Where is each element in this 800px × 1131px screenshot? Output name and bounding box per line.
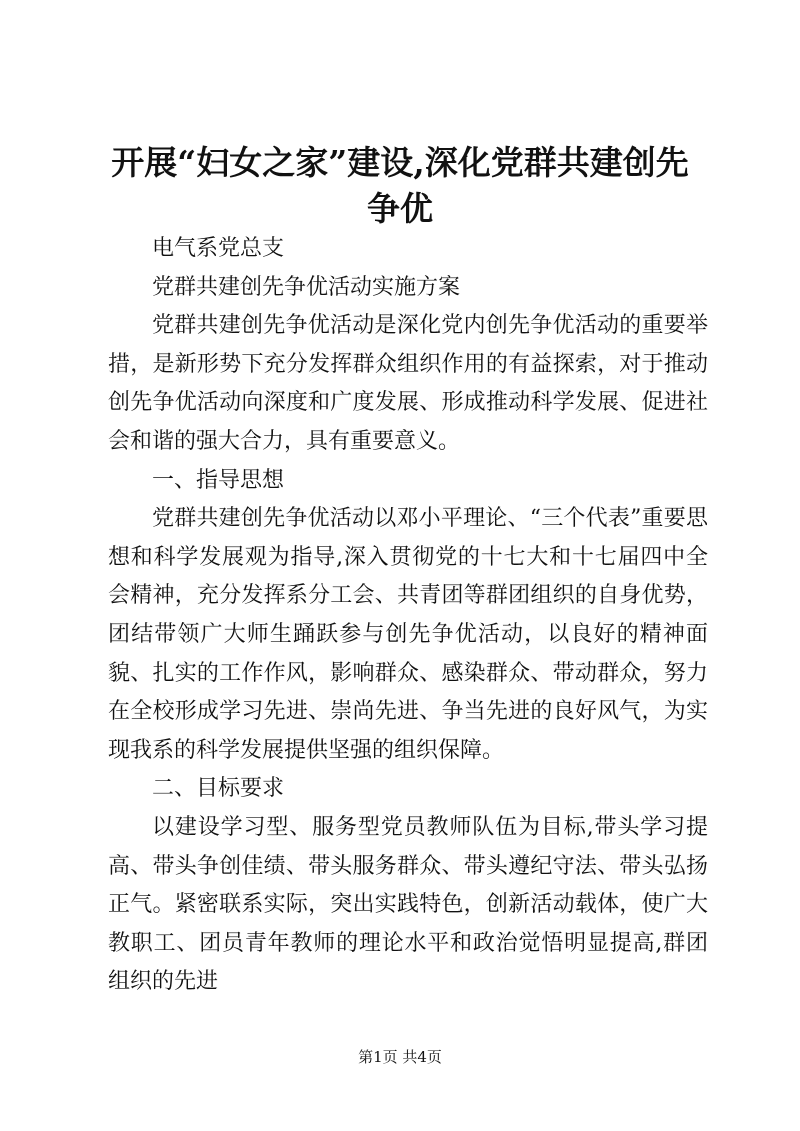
paragraph-department: 电气系党总支 bbox=[152, 236, 285, 261]
paragraph-guiding-ideology: 党群共建创先争优活动以邓小平理论、“三个代表”重要思想和科学发展观为指导,深入贯彻党的十七大和十七届四中全会精神，充分发挥系分工会、共青团等群团组织的自身优势，团结带领广大师生踊跃参与创先争优活动，以良好的精神面貌、扎实的工作作风，影响群众、感染群众、带动群众，努力在全校形成学习先进、崇尚先进、争当先进的良好风气，为实现我系的科学发展提供坚强的组织保障。 bbox=[108, 506, 708, 763]
document-body bbox=[108, 230, 708, 1002]
paragraph-goals: 以建设学习型、服务型党员教师队伍为目标,带头学习提高、带头争创佳绩、带头服务群众、带头遵纪守法、带头弘扬正气。紧密联系实际，突出实践特色，创新活动载体，使广大教职工、团员青年教师的理论水平和政治觉悟明显提高,群团组织的先进 bbox=[108, 814, 708, 995]
page-footer: 第1页 共4页 bbox=[358, 1048, 442, 1066]
section-heading-goals: 二、目标要求 bbox=[152, 776, 285, 802]
section-heading-guiding-ideology: 一、指导思想 bbox=[152, 467, 285, 493]
paragraph-intro: 党群共建创先争优活动是深化党内创先争优活动的重要举措，是新形势下充分发挥群众组织作用的有益探索，对于推动创先争优活动向深度和广度发展、形成推动科学发展、促进社会和谐的强大合力，具有重要意义。 bbox=[108, 313, 708, 454]
paragraph-plan-title: 党群共建创先争优活动实施方案 bbox=[152, 274, 461, 300]
document-title: 开展“妇女之家”建设,深化党群共建创先争优 bbox=[111, 143, 689, 228]
